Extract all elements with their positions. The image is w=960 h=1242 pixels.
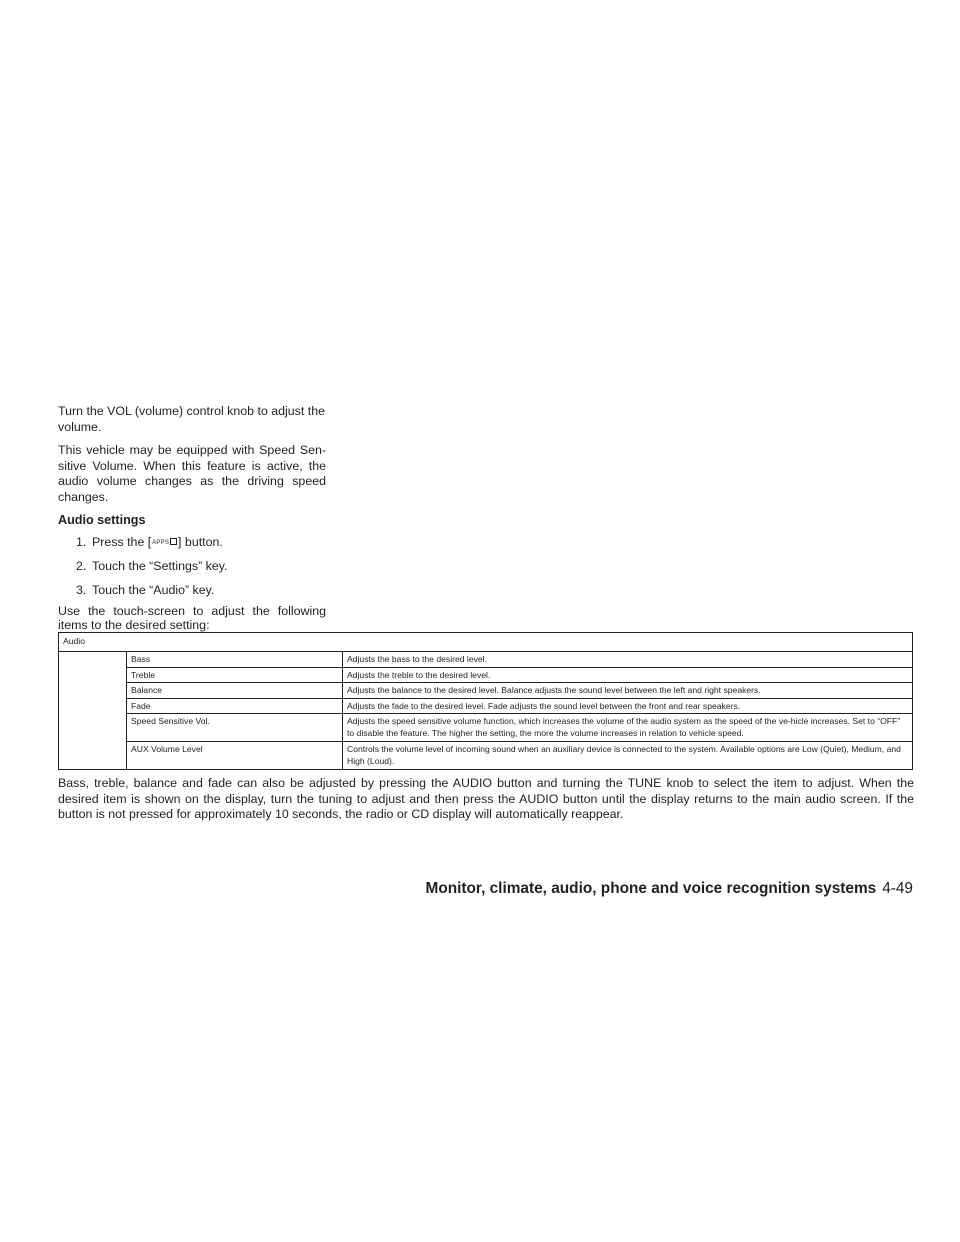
page-footer xyxy=(426,880,914,898)
step-2 xyxy=(76,559,326,575)
page-number: 4-49 xyxy=(882,880,913,897)
section-title: Monitor, climate, audio, phone and voice recognition systems xyxy=(425,880,877,897)
setting-description: Adjusts the bass to the desired level. xyxy=(343,652,913,667)
setting-description: Adjusts the treble to the desired level. xyxy=(343,667,913,682)
table-row xyxy=(59,698,913,713)
setting-name: Speed Sensitive Vol. xyxy=(127,714,343,742)
table-row xyxy=(59,714,913,742)
setting-name: AUX Volume Level xyxy=(127,741,343,769)
apps-icon-box xyxy=(170,538,177,545)
audio-knob-paragraph: Bass, treble, balance and fade can also be adjusted by pressing the AUDIO button and turning the TUNE knob to select the item to adjust. When the desired item is shown on the display, turn the tuning to adjust and then press the AUDIO button until the display returns to the main audio screen. If the button is not pressed for approximately 10 seconds, the radio or CD display will automatically reappear. xyxy=(58,776,914,822)
table-row xyxy=(59,667,913,682)
step-number: 3. xyxy=(76,582,87,597)
step-number: 2. xyxy=(76,559,87,573)
setting-description: Adjusts the speed sensitive volume function, which increases the volume of the audio system as the speed of the ve-hicle increases. Set to “OFF” to disable the feature. The higher the setting, the more the volume increases in relation to vehicle speed. xyxy=(343,714,913,742)
setting-name: Fade xyxy=(127,698,343,713)
setting-name: Bass xyxy=(127,652,343,667)
table-header: Audio xyxy=(59,633,913,652)
audio-settings-table xyxy=(58,632,913,770)
table-indent-cell xyxy=(59,652,127,769)
after-steps-paragraph: Use the touch-screen to adjust the following items to the desired setting: xyxy=(58,604,326,632)
setting-name: Balance xyxy=(127,683,343,698)
step-text: Touch the “Settings” key. xyxy=(92,559,228,573)
setting-name: Treble xyxy=(127,667,343,682)
table-header-row xyxy=(59,633,913,652)
setting-description: Adjusts the balance to the desired level. Balance adjusts the sound level between the left and right speakers. xyxy=(343,683,913,698)
apps-icon-label: APPS xyxy=(152,539,170,546)
setting-description: Controls the volume level of incoming sound when an auxiliary device is connected to the system. Available options are Low (Quiet), Medium, and High (Loud). xyxy=(343,741,913,769)
table-row xyxy=(59,683,913,698)
step-text: ] button. xyxy=(178,534,223,549)
steps-list xyxy=(58,535,326,599)
table-row xyxy=(59,741,913,769)
step-text: Press the [ xyxy=(92,534,152,549)
step-text: Touch the “Audio” key. xyxy=(92,582,215,597)
audio-settings-heading: Audio settings xyxy=(58,513,146,527)
speed-sensitive-paragraph: This vehicle may be equipped with Speed Sen-sitive Volume. When this feature is active, the audio volume changes as the driving speed changes. xyxy=(58,443,326,504)
left-column xyxy=(58,404,326,640)
step-3 xyxy=(76,583,326,599)
step-number: 1. xyxy=(76,534,87,549)
step-1 xyxy=(76,535,326,552)
volume-paragraph: Turn the VOL (volume) control knob to adjust the volume. xyxy=(58,404,325,434)
apps-button-icon xyxy=(151,536,178,552)
setting-description: Adjusts the fade to the desired level. Fade adjusts the sound level between the front and rear speakers. xyxy=(343,698,913,713)
table-row xyxy=(59,652,913,667)
